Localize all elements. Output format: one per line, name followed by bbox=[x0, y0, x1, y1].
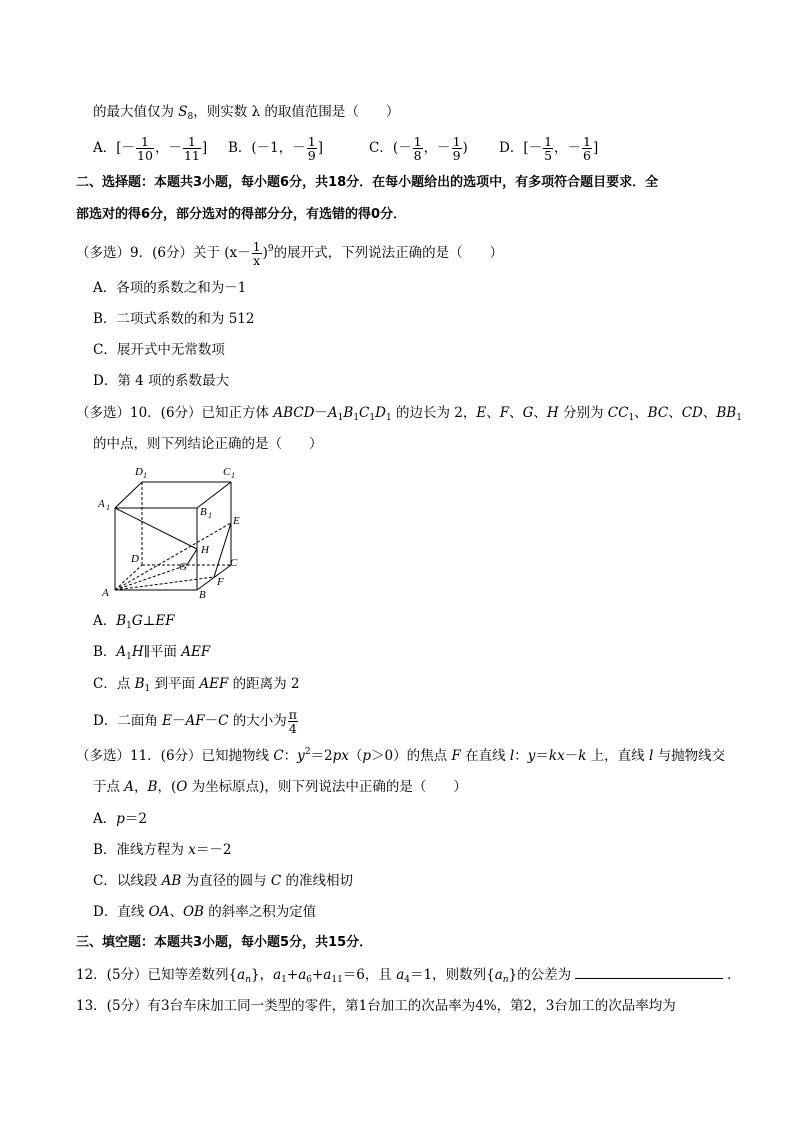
q10-stem-line1: （多选）10．(6分）已知正方体 $ABCD-A_1B_1C_1D_1$ 的边长为 2，E、F、G、H 分别为 $CC_1$、BC、CD、$BB_1$ bbox=[76, 405, 742, 423]
label-f: F bbox=[217, 576, 224, 588]
q10-option-d: D．二面角 E－AF－C 的大小为 $\frac{\pi}{4}$ bbox=[93, 707, 297, 736]
q11-option-b: B．准线方程为 x＝－2 bbox=[93, 842, 232, 858]
q11-option-d: D．直线 OA、OB 的斜率之积为定值 bbox=[93, 904, 317, 920]
section3-header: 三、填空题：本题共3小题，每小题5分，共15分． bbox=[76, 935, 373, 950]
label-d1: D bbox=[135, 466, 143, 478]
label-b1: B bbox=[200, 506, 207, 518]
label-h: H bbox=[201, 544, 209, 556]
q8-option-b: B．(－1，－ $\frac{1}{9}$ ] bbox=[228, 134, 324, 163]
q9-option-c: C．展开式中无常数项 bbox=[93, 342, 225, 358]
q10-option-a: A．$B_1G\perp EF$ bbox=[93, 613, 175, 631]
q8-stem-tail: 的最大值仅为 $S_8$，则实数 λ 的取值范围是（ ） bbox=[93, 104, 400, 122]
q10-stem-line2: 的中点，则下列结论正确的是（ ） bbox=[93, 436, 323, 452]
svg-text:1: 1 bbox=[143, 471, 147, 480]
section2-header-line1: 二、选择题：本题共3小题，每小题6分，共18分．在每小题给出的选项中，有多项符合题目要求．全 bbox=[76, 175, 659, 190]
svg-text:1: 1 bbox=[106, 503, 110, 512]
q8-option-a: A．[－ $\frac{1}{10}$ ，－ $\frac{1}{11}$ ] bbox=[93, 134, 208, 163]
q11-stem-line1: （多选）11．(6分）已知抛物线 C：$y^2=2px(p>0)$的焦点 F 在直线 l：y＝kx－k 上，直线 l 与抛物线交 bbox=[76, 747, 726, 764]
section2-header-line2: 部选对的得6分，部分选对的得部分分，有选错的得0分． bbox=[76, 207, 407, 222]
q13-stem: 13．(5分）有3台车床加工同一类型的零件，第1台加工的次品率为4%，第2，3台加工的次品率均为 bbox=[76, 998, 676, 1014]
q10-option-c: C．点 $B_1$ 到平面 AEF 的距离为 2 bbox=[93, 676, 300, 694]
q10-option-b: B．$A_1H\parallel$平面 AEF bbox=[93, 644, 211, 662]
q9-option-d: D．第 4 项的系数最大 bbox=[93, 373, 229, 389]
q12-stem: 12．(5分）已知等差数列$\{a_n\}$，$a_1+a_6+a_{11}=6$，且 $a_4=1$，则数列$\{a_n\}$的公差为 ． bbox=[76, 967, 741, 985]
q8-option-d: D．[－ $\frac{1}{5}$ ，－ $\frac{1}{6}$ ] bbox=[499, 134, 599, 163]
label-a1: A bbox=[98, 498, 105, 510]
q11-stem-line2: 于点 A，B，(O 为坐标原点)，则下列说法中正确的是（ ） bbox=[93, 779, 467, 795]
q8-option-c: C．(－ $\frac{1}{8}$ ，－ $\frac{1}{9}$ ) bbox=[369, 134, 468, 163]
label-e: E bbox=[233, 515, 240, 527]
label-a: A bbox=[102, 587, 109, 599]
svg-text:1: 1 bbox=[208, 511, 212, 520]
label-d: D bbox=[131, 553, 139, 565]
q11-option-c: C．以线段 AB 为直径的圆与 C 的准线相切 bbox=[93, 873, 354, 889]
svg-text:1: 1 bbox=[231, 471, 235, 480]
label-c: C bbox=[230, 557, 238, 569]
q9-option-b: B．二项式系数的和为 512 bbox=[93, 311, 255, 327]
q9-option-a: A．各项的系数之和为－1 bbox=[93, 280, 247, 296]
label-b: B bbox=[199, 589, 206, 601]
label-g: G bbox=[179, 561, 187, 573]
q9-stem: （多选）9．(6分）关于 (x－ $\frac{1}{x}$ )$^9$的展开式，下列说法正确的是（ ） bbox=[76, 239, 504, 268]
label-c1: C bbox=[223, 466, 231, 478]
q12-answer-blank[interactable] bbox=[575, 966, 723, 979]
cube-figure bbox=[95, 460, 255, 605]
q11-option-a: A．p＝2 bbox=[93, 811, 147, 827]
